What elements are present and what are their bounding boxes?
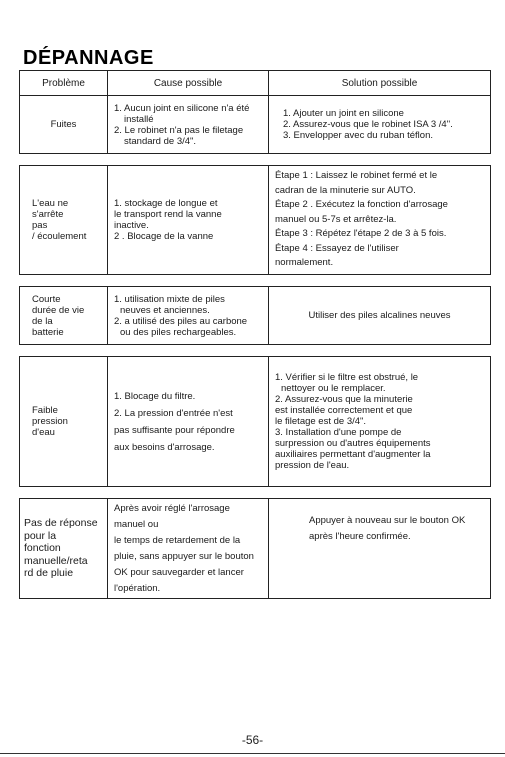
page-number: -56- (241, 733, 264, 747)
cause-line: 1. Blocage du filtre. (114, 390, 196, 402)
cause-line: installé (124, 113, 154, 125)
problem-line: L'eau ne (32, 198, 69, 209)
solution-line: manuel ou 5-7s et arrêtez-la. (275, 213, 397, 225)
cause-cell (108, 499, 269, 599)
problem-line: de la (32, 315, 53, 327)
cause-line: neuves et anciennes. (120, 304, 210, 316)
problem-cell (20, 499, 108, 599)
cause-line: 2. Le robinet n'a pas le filetage (114, 124, 244, 136)
solution-line: 3. Envelopper avec du ruban téflon. (283, 130, 433, 141)
problem-line: Fuites (50, 119, 77, 130)
header-problem: Problème (20, 71, 108, 96)
cause-line: le transport rend la vanne (114, 209, 222, 220)
solution-line: après l'heure confirmée. (309, 531, 411, 542)
cause-line: 1. Aucun joint en silicone n'a été (114, 102, 250, 114)
cause-line: standard de 3/4". (124, 135, 197, 147)
page-title: DÉPANNAGE (23, 47, 154, 69)
cause-line: manuel ou (114, 518, 159, 530)
problem-cell (20, 287, 108, 345)
problem-line: durée de vie (32, 304, 85, 316)
problem-line: pression (32, 416, 68, 427)
problem-line: / écoulement (32, 231, 87, 242)
problem-line: d'eau (32, 427, 55, 438)
solution-cell (269, 166, 491, 275)
problem-line: fonction (24, 542, 61, 555)
problem-line: Courte (32, 293, 61, 305)
solution-cell (269, 96, 491, 154)
solution-line: est installée correctement et que (275, 405, 413, 416)
cause-line: inactive. (114, 220, 149, 231)
solution-line: Utiliser des piles alcalines neuves (308, 310, 451, 321)
solution-line: Appuyer à nouveau sur le bouton OK (309, 515, 466, 526)
solution-line: auxiliaires permettant d'augmenter la (275, 449, 431, 460)
table-row (20, 499, 491, 599)
problem-cell (20, 357, 108, 487)
footer-rule (0, 753, 505, 754)
solution-line: pression de l'eau. (275, 460, 350, 471)
cause-line: 2. La pression d'entrée n'est (114, 407, 233, 419)
solution-line: Étape 4 : Essayez de l'utiliser (275, 242, 399, 254)
cause-cell (108, 96, 269, 154)
table-row (20, 287, 491, 345)
problem-cell (20, 96, 108, 154)
cause-line: 1. stockage de longue et (114, 198, 218, 209)
solution-line: nettoyer ou le remplacer. (281, 383, 386, 394)
solution-line: Étape 1 : Laissez le robinet fermé et le (275, 170, 438, 182)
cause-line: Après avoir réglé l'arrosage (114, 502, 230, 514)
header-cause: Cause possible (108, 71, 269, 96)
problem-line: pas (32, 220, 48, 231)
table-header-row (20, 71, 491, 96)
solution-line: cadran de la minuterie sur AUTO. (275, 184, 416, 196)
solution-line: 1. Vérifier si le filtre est obstrué, le (275, 372, 419, 383)
solution-line: Étape 3 : Répétez l'étape 2 de 3 à 5 fois. (275, 228, 447, 240)
cause-line: pas suffisante pour répondre (114, 424, 235, 436)
cause-line: OK pour sauvegarder et lancer (114, 566, 244, 578)
problem-line: Faible (32, 405, 58, 416)
solution-line: 2. Assurez-vous que la minuterie (275, 394, 413, 405)
cause-line: le temps de retardement de la (114, 534, 241, 546)
solution-line: normalement. (275, 257, 334, 269)
solution-line: Étape 2 . Exécutez la fonction d'arrosage (275, 199, 448, 211)
cause-line: l'opération. (114, 582, 161, 594)
cause-cell (108, 287, 269, 345)
cause-line: 1. utilisation mixte de piles (114, 293, 225, 305)
table-row (20, 166, 491, 275)
troubleshooting-table (19, 70, 491, 599)
cause-line: ou des piles rechargeables. (120, 326, 237, 338)
problem-line: Pas de réponse (24, 517, 98, 530)
problem-line: manuelle/reta (24, 554, 88, 567)
solution-cell (269, 357, 491, 487)
cause-line: 2 . Blocage de la vanne (114, 231, 214, 242)
solution-cell (269, 287, 491, 345)
problem-line: rd de pluie (24, 567, 74, 580)
problem-line: pour la (24, 529, 57, 542)
problem-line: batterie (32, 326, 64, 338)
solution-cell (269, 499, 491, 599)
solution-line: surpression ou d'autres équipements (275, 438, 431, 449)
cause-cell (108, 357, 269, 487)
solution-line: 3. Installation d'une pompe de (275, 427, 402, 438)
solution-line: 2. Assurez-vous que le robinet ISA 3 /4". (283, 119, 453, 130)
cause-cell (108, 166, 269, 275)
table-row (20, 96, 491, 154)
solution-line: 1. Ajouter un joint en silicone (283, 108, 404, 119)
problem-cell (20, 166, 108, 275)
table-row (20, 357, 491, 487)
cause-line: pluie, sans appuyer sur le bouton (114, 550, 254, 562)
problem-line: s'arrête (32, 209, 64, 220)
cause-line: 2. a utilisé des piles au carbone (114, 315, 248, 327)
solution-line: le filetage est de 3/4". (275, 416, 367, 427)
cause-line: aux besoins d'arrosage. (114, 441, 215, 453)
header-solution: Solution possible (269, 71, 491, 96)
